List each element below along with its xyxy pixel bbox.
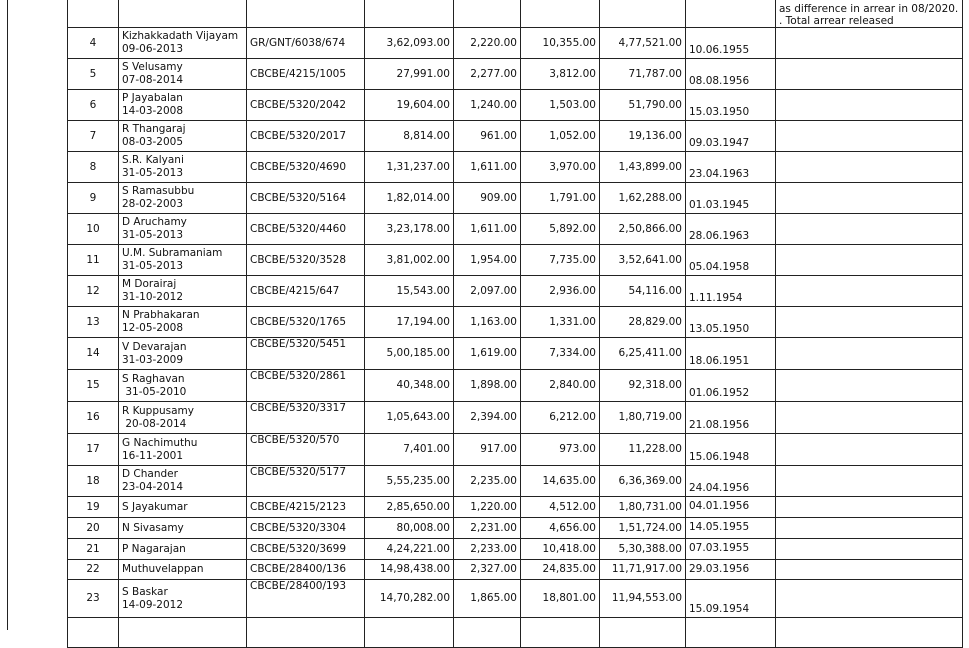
amount-c: 2,936.00 bbox=[521, 276, 600, 307]
name-cell bbox=[119, 307, 247, 338]
amount-c: 7,735.00 bbox=[521, 245, 600, 276]
empty-cell bbox=[776, 618, 963, 648]
amount-c: 1,052.00 bbox=[521, 121, 600, 152]
ppo-number: CBCBE/5320/2017 bbox=[247, 121, 365, 152]
pensioner-name: S Baskar bbox=[122, 585, 168, 598]
table-row bbox=[68, 402, 963, 434]
table-row bbox=[68, 90, 963, 121]
name-cell bbox=[119, 28, 247, 59]
amount-d: 11,71,917.00 bbox=[600, 560, 686, 580]
pensioner-name: V Devarajan bbox=[122, 340, 187, 353]
amount-a: 1,05,643.00 bbox=[365, 402, 454, 434]
retirement-date: 28-02-2003 bbox=[122, 198, 184, 210]
retirement-date: 14-03-2008 bbox=[122, 105, 184, 117]
remarks-cell bbox=[776, 59, 963, 90]
date-of-birth: 13.05.1950 bbox=[686, 307, 776, 338]
serial-number: 7 bbox=[68, 121, 119, 152]
retirement-date: 31-05-2013 bbox=[122, 260, 184, 272]
pensioner-name: S Ramasubbu bbox=[122, 185, 195, 197]
amount-d: 11,228.00 bbox=[600, 434, 686, 466]
empty-cell bbox=[365, 618, 454, 648]
amount-b: 1,865.00 bbox=[454, 580, 521, 618]
amount-c: 973.00 bbox=[521, 434, 600, 466]
table-row bbox=[68, 497, 963, 518]
pensioner-name: S Velusamy bbox=[122, 61, 183, 73]
table-row bbox=[68, 307, 963, 338]
pensioner-name: S.R. Kalyani bbox=[122, 154, 184, 166]
empty-cell bbox=[454, 618, 521, 648]
remarks-cell bbox=[776, 90, 963, 121]
ppo-number: CBCBE/5320/570 bbox=[247, 434, 365, 466]
pensioner-name: Kizhakkadath Vijayam bbox=[122, 30, 239, 42]
date-of-birth: 21.08.1956 bbox=[686, 402, 776, 434]
serial-number: 6 bbox=[68, 90, 119, 121]
ppo-number: CBCBE/5320/3317 bbox=[247, 402, 365, 434]
amount-c: 14,635.00 bbox=[521, 466, 600, 497]
amount-a: 17,194.00 bbox=[365, 307, 454, 338]
amount-c: 6,212.00 bbox=[521, 402, 600, 434]
date-of-birth: 28.06.1963 bbox=[686, 214, 776, 245]
table-row bbox=[68, 276, 963, 307]
serial-number: 22 bbox=[68, 560, 119, 580]
date-of-birth: 07.03.1955 bbox=[686, 539, 776, 560]
table-row bbox=[68, 518, 963, 539]
serial-number: 18 bbox=[68, 466, 119, 497]
ppo-number: CBCBE/5320/5177 bbox=[247, 466, 365, 497]
pensioner-name: P Jayabalan bbox=[122, 92, 183, 104]
pensioner-name: R Thangaraj bbox=[122, 123, 186, 135]
table-row bbox=[68, 121, 963, 152]
pensioner-name: Muthuvelappan bbox=[122, 563, 204, 575]
amount-b: 917.00 bbox=[454, 434, 521, 466]
table-row bbox=[68, 245, 963, 276]
remarks-cell bbox=[776, 338, 963, 370]
date-of-birth: 14.05.1955 bbox=[686, 518, 776, 539]
pensioner-name: D Aruchamy bbox=[122, 216, 187, 228]
serial-number: 21 bbox=[68, 539, 119, 560]
ppo-number: GR/GNT/6038/674 bbox=[247, 28, 365, 59]
retirement-date: 09-06-2013 bbox=[122, 43, 184, 55]
remarks-cell bbox=[776, 28, 963, 59]
table-row bbox=[68, 59, 963, 90]
remarks-cell bbox=[776, 370, 963, 402]
pensioner-name: D Chander bbox=[122, 468, 178, 480]
amount-a: 14,98,438.00 bbox=[365, 560, 454, 580]
amount-b: 2,231.00 bbox=[454, 518, 521, 539]
amount-b: 1,954.00 bbox=[454, 245, 521, 276]
name-cell bbox=[119, 539, 247, 560]
header-cell-c bbox=[521, 0, 600, 28]
amount-b: 961.00 bbox=[454, 121, 521, 152]
pensioner-name: M Dorairaj bbox=[122, 278, 177, 290]
amount-c: 1,331.00 bbox=[521, 307, 600, 338]
amount-d: 71,787.00 bbox=[600, 59, 686, 90]
serial-number: 16 bbox=[68, 402, 119, 434]
name-cell bbox=[119, 276, 247, 307]
serial-number: 4 bbox=[68, 28, 119, 59]
ppo-number: CBCBE/5320/4690 bbox=[247, 152, 365, 183]
amount-d: 28,829.00 bbox=[600, 307, 686, 338]
amount-c: 24,835.00 bbox=[521, 560, 600, 580]
amount-a: 8,814.00 bbox=[365, 121, 454, 152]
amount-d: 11,94,553.00 bbox=[600, 580, 686, 618]
amount-d: 1,62,288.00 bbox=[600, 183, 686, 214]
date-of-birth: 01.03.1945 bbox=[686, 183, 776, 214]
date-of-birth: 15.03.1950 bbox=[686, 90, 776, 121]
remarks-cell bbox=[776, 580, 963, 618]
table-row bbox=[68, 28, 963, 59]
table-row bbox=[68, 434, 963, 466]
name-cell bbox=[119, 434, 247, 466]
table-row bbox=[68, 539, 963, 560]
remarks-cell bbox=[776, 245, 963, 276]
ppo-number: CBCBE/4215/2123 bbox=[247, 497, 365, 518]
retirement-date: 16-11-2001 bbox=[122, 449, 184, 462]
ppo-number: CBCBE/28400/193 bbox=[247, 580, 365, 618]
name-cell bbox=[119, 370, 247, 402]
date-of-birth: 09.03.1947 bbox=[686, 121, 776, 152]
pensioner-name: R Kuppusamy bbox=[122, 404, 194, 417]
remarks-cell bbox=[776, 183, 963, 214]
table-row bbox=[68, 338, 963, 370]
name-cell bbox=[119, 402, 247, 434]
header-cell-a bbox=[365, 0, 454, 28]
remarks-cell bbox=[776, 276, 963, 307]
remarks-cell bbox=[776, 152, 963, 183]
name-cell bbox=[119, 580, 247, 618]
amount-b: 1,220.00 bbox=[454, 497, 521, 518]
amount-b: 1,898.00 bbox=[454, 370, 521, 402]
amount-d: 1,80,719.00 bbox=[600, 402, 686, 434]
amount-b: 2,235.00 bbox=[454, 466, 521, 497]
amount-b: 2,277.00 bbox=[454, 59, 521, 90]
retirement-date: 31-10-2012 bbox=[122, 291, 184, 303]
retirement-date: 23-04-2014 bbox=[122, 481, 184, 493]
ppo-number: CBCBE/5320/1765 bbox=[247, 307, 365, 338]
empty-cell bbox=[521, 618, 600, 648]
serial-number: 5 bbox=[68, 59, 119, 90]
amount-c: 7,334.00 bbox=[521, 338, 600, 370]
amount-a: 2,85,650.00 bbox=[365, 497, 454, 518]
amount-b: 2,327.00 bbox=[454, 560, 521, 580]
date-of-birth: 08.08.1956 bbox=[686, 59, 776, 90]
ppo-number: CBCBE/4215/1005 bbox=[247, 59, 365, 90]
table-row-partial bbox=[68, 618, 963, 648]
table-row bbox=[68, 214, 963, 245]
pensioner-name: S Jayakumar bbox=[122, 500, 188, 513]
amount-c: 1,791.00 bbox=[521, 183, 600, 214]
amount-a: 3,62,093.00 bbox=[365, 28, 454, 59]
amount-b: 1,240.00 bbox=[454, 90, 521, 121]
serial-number: 9 bbox=[68, 183, 119, 214]
ppo-number: CBCBE/4215/647 bbox=[247, 276, 365, 307]
name-cell bbox=[119, 560, 247, 580]
remarks-cell bbox=[776, 402, 963, 434]
ppo-number: CBCBE/5320/3528 bbox=[247, 245, 365, 276]
empty-cell bbox=[247, 618, 365, 648]
amount-b: 909.00 bbox=[454, 183, 521, 214]
ppo-number: CBCBE/5320/2042 bbox=[247, 90, 365, 121]
page-left-border bbox=[7, 0, 8, 630]
header-cell-name bbox=[119, 0, 247, 28]
serial-number: 12 bbox=[68, 276, 119, 307]
amount-c: 2,840.00 bbox=[521, 370, 600, 402]
name-cell bbox=[119, 518, 247, 539]
retirement-date: 31-05-2013 bbox=[122, 229, 184, 241]
ppo-number: CBCBE/5320/5451 bbox=[247, 338, 365, 370]
retirement-date: 31-03-2009 bbox=[122, 353, 184, 366]
table-row bbox=[68, 580, 963, 618]
amount-c: 1,503.00 bbox=[521, 90, 600, 121]
name-cell bbox=[119, 152, 247, 183]
amount-b: 1,611.00 bbox=[454, 152, 521, 183]
pension-arrear-table bbox=[67, 0, 963, 648]
amount-a: 80,008.00 bbox=[365, 518, 454, 539]
ppo-number: CBCBE/5320/4460 bbox=[247, 214, 365, 245]
pensioner-name: G Nachimuthu bbox=[122, 436, 198, 449]
amount-a: 5,00,185.00 bbox=[365, 338, 454, 370]
amount-c: 3,970.00 bbox=[521, 152, 600, 183]
ppo-number: CBCBE/5320/5164 bbox=[247, 183, 365, 214]
remarks-cell bbox=[776, 518, 963, 539]
pensioner-name: U.M. Subramaniam bbox=[122, 247, 223, 259]
date-of-birth: 05.04.1958 bbox=[686, 245, 776, 276]
amount-c: 4,512.00 bbox=[521, 497, 600, 518]
date-of-birth: 29.03.1956 bbox=[686, 560, 776, 580]
date-of-birth: 24.04.1956 bbox=[686, 466, 776, 497]
header-cell-remarks: as difference in arrear in 08/2020. . Total arrear released bbox=[776, 0, 963, 28]
amount-d: 3,52,641.00 bbox=[600, 245, 686, 276]
amount-c: 10,355.00 bbox=[521, 28, 600, 59]
remarks-cell bbox=[776, 121, 963, 152]
retirement-date: 31-05-2013 bbox=[122, 167, 184, 179]
remarks-cell bbox=[776, 466, 963, 497]
serial-number: 13 bbox=[68, 307, 119, 338]
table-row bbox=[68, 466, 963, 497]
amount-d: 5,30,388.00 bbox=[600, 539, 686, 560]
date-of-birth: 10.06.1955 bbox=[686, 28, 776, 59]
amount-d: 4,77,521.00 bbox=[600, 28, 686, 59]
pensioner-name: N Prabhakaran bbox=[122, 309, 200, 321]
date-of-birth: 01.06.1952 bbox=[686, 370, 776, 402]
retirement-date: 07-08-2014 bbox=[122, 74, 184, 86]
amount-a: 3,81,002.00 bbox=[365, 245, 454, 276]
serial-number: 11 bbox=[68, 245, 119, 276]
date-of-birth: 18.06.1951 bbox=[686, 338, 776, 370]
name-cell bbox=[119, 245, 247, 276]
amount-b: 1,619.00 bbox=[454, 338, 521, 370]
serial-number: 20 bbox=[68, 518, 119, 539]
serial-number: 15 bbox=[68, 370, 119, 402]
ppo-number: CBCBE/5320/3304 bbox=[247, 518, 365, 539]
ppo-number: CBCBE/28400/136 bbox=[247, 560, 365, 580]
remarks-cell bbox=[776, 539, 963, 560]
header-cell-b bbox=[454, 0, 521, 28]
remarks-cell bbox=[776, 214, 963, 245]
table-row bbox=[68, 183, 963, 214]
amount-b: 1,163.00 bbox=[454, 307, 521, 338]
name-cell bbox=[119, 338, 247, 370]
name-cell bbox=[119, 214, 247, 245]
amount-a: 4,24,221.00 bbox=[365, 539, 454, 560]
retirement-date: 20-08-2014 bbox=[122, 417, 187, 430]
serial-number: 14 bbox=[68, 338, 119, 370]
serial-number: 23 bbox=[68, 580, 119, 618]
empty-cell bbox=[686, 618, 776, 648]
amount-c: 3,812.00 bbox=[521, 59, 600, 90]
amount-b: 2,097.00 bbox=[454, 276, 521, 307]
amount-c: 18,801.00 bbox=[521, 580, 600, 618]
amount-a: 1,31,237.00 bbox=[365, 152, 454, 183]
amount-b: 2,220.00 bbox=[454, 28, 521, 59]
empty-cell bbox=[68, 618, 119, 648]
amount-d: 6,25,411.00 bbox=[600, 338, 686, 370]
header-cell-dob bbox=[686, 0, 776, 28]
amount-a: 15,543.00 bbox=[365, 276, 454, 307]
amount-a: 40,348.00 bbox=[365, 370, 454, 402]
amount-d: 92,318.00 bbox=[600, 370, 686, 402]
serial-number: 8 bbox=[68, 152, 119, 183]
header-cell-sl bbox=[68, 0, 119, 28]
table-row bbox=[68, 370, 963, 402]
remarks-cell bbox=[776, 307, 963, 338]
remarks-cell bbox=[776, 560, 963, 580]
ppo-number: CBCBE/5320/2861 bbox=[247, 370, 365, 402]
amount-b: 2,233.00 bbox=[454, 539, 521, 560]
pensioner-name: P Nagarajan bbox=[122, 542, 186, 555]
retirement-date: 31-05-2010 bbox=[122, 385, 187, 398]
amount-d: 1,51,724.00 bbox=[600, 518, 686, 539]
amount-a: 19,604.00 bbox=[365, 90, 454, 121]
name-cell bbox=[119, 466, 247, 497]
ppo-number: CBCBE/5320/3699 bbox=[247, 539, 365, 560]
date-of-birth: 15.09.1954 bbox=[686, 580, 776, 618]
amount-a: 3,23,178.00 bbox=[365, 214, 454, 245]
amount-d: 1,80,731.00 bbox=[600, 497, 686, 518]
amount-d: 51,790.00 bbox=[600, 90, 686, 121]
amount-d: 2,50,866.00 bbox=[600, 214, 686, 245]
retirement-date: 14-09-2012 bbox=[122, 598, 184, 611]
amount-d: 54,116.00 bbox=[600, 276, 686, 307]
date-of-birth: 15.06.1948 bbox=[686, 434, 776, 466]
amount-d: 19,136.00 bbox=[600, 121, 686, 152]
retirement-date: 08-03-2005 bbox=[122, 136, 184, 148]
name-cell bbox=[119, 183, 247, 214]
amount-a: 1,82,014.00 bbox=[365, 183, 454, 214]
name-cell bbox=[119, 121, 247, 152]
amount-d: 6,36,369.00 bbox=[600, 466, 686, 497]
pensioner-name: N Sivasamy bbox=[122, 521, 184, 534]
amount-a: 5,55,235.00 bbox=[365, 466, 454, 497]
remarks-cell bbox=[776, 497, 963, 518]
header-cell-ppo bbox=[247, 0, 365, 28]
retirement-date: 12-05-2008 bbox=[122, 322, 184, 334]
date-of-birth: 23.04.1963 bbox=[686, 152, 776, 183]
header-cell-d bbox=[600, 0, 686, 28]
amount-c: 4,656.00 bbox=[521, 518, 600, 539]
pensioner-name: S Raghavan bbox=[122, 372, 185, 385]
table-row bbox=[68, 152, 963, 183]
amount-b: 2,394.00 bbox=[454, 402, 521, 434]
name-cell bbox=[119, 59, 247, 90]
table-row bbox=[68, 560, 963, 580]
amount-c: 5,892.00 bbox=[521, 214, 600, 245]
serial-number: 17 bbox=[68, 434, 119, 466]
empty-cell bbox=[600, 618, 686, 648]
amount-c: 10,418.00 bbox=[521, 539, 600, 560]
amount-d: 1,43,899.00 bbox=[600, 152, 686, 183]
amount-a: 14,70,282.00 bbox=[365, 580, 454, 618]
name-cell bbox=[119, 497, 247, 518]
amount-a: 7,401.00 bbox=[365, 434, 454, 466]
table-header-row bbox=[68, 0, 963, 28]
serial-number: 19 bbox=[68, 497, 119, 518]
date-of-birth: 04.01.1956 bbox=[686, 497, 776, 518]
remarks-cell bbox=[776, 434, 963, 466]
date-of-birth: 1.11.1954 bbox=[686, 276, 776, 307]
amount-a: 27,991.00 bbox=[365, 59, 454, 90]
amount-b: 1,611.00 bbox=[454, 214, 521, 245]
name-cell bbox=[119, 90, 247, 121]
serial-number: 10 bbox=[68, 214, 119, 245]
empty-cell bbox=[119, 618, 247, 648]
